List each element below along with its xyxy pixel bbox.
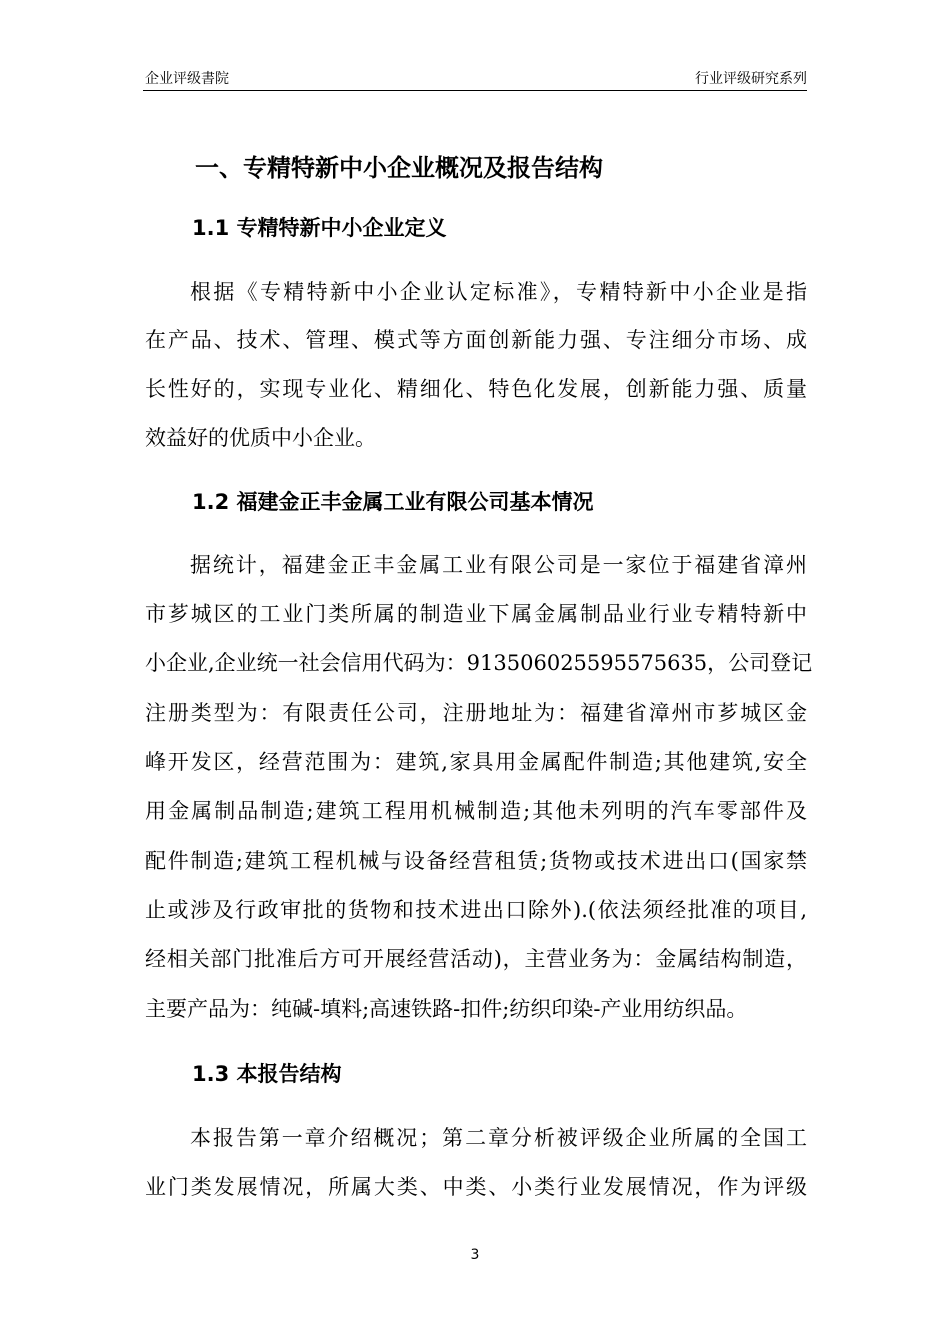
paragraph-line: 止或涉及行政审批的货物和技术进出口除外).(依法须经批准的项目,	[145, 898, 807, 922]
page-header-right: 行业评级研究系列	[695, 71, 807, 87]
header-divider	[143, 90, 807, 91]
paragraph-line: 峰开发区，经营范围为：建筑,家具用金属配件制造;其他建筑,安全	[145, 750, 807, 774]
page-header-left: 企业评级書院	[145, 71, 229, 87]
section-heading-1-1: 1.1 专精特新中小企业定义	[192, 216, 447, 240]
paragraph-line: 小企业,企业统一社会信用代码为：913506025595575635，公司登记	[145, 651, 813, 675]
paragraph-line: 用金属制品制造;建筑工程用机械制造;其他未列明的汽车零部件及	[145, 799, 807, 823]
paragraph-line: 主要产品为：纯碱-填料;高速铁路-扣件;纺织印染-产业用纺织品。	[145, 997, 748, 1021]
paragraph-line: 业门类发展情况，所属大类、中类、小类行业发展情况，作为评级	[145, 1175, 807, 1199]
paragraph-line: 根据《专精特新中小企业认定标准》，专精特新中小企业是指	[190, 280, 807, 304]
paragraph-line: 据统计，福建金正丰金属工业有限公司是一家位于福建省漳州	[190, 553, 807, 577]
chapter-title: 一、专精特新中小企业概况及报告结构	[195, 154, 603, 182]
paragraph-line: 市芗城区的工业门类所属的制造业下属金属制品业行业专精特新中	[145, 602, 807, 626]
paragraph-line: 本报告第一章介绍概况；第二章分析被评级企业所属的全国工	[190, 1126, 807, 1150]
paragraph-line: 注册类型为：有限责任公司，注册地址为：福建省漳州市芗城区金	[145, 701, 807, 725]
paragraph-line: 经相关部门批准后方可开展经营活动)，主营业务为：金属结构制造，	[145, 947, 807, 971]
paragraph-line: 在产品、技术、管理、模式等方面创新能力强、专注细分市场、成	[145, 328, 807, 352]
paragraph-line: 配件制造;建筑工程机械与设备经营租赁;货物或技术进出口(国家禁	[145, 849, 807, 873]
paragraph-line: 效益好的优质中小企业。	[145, 426, 376, 450]
section-heading-1-3: 1.3 本报告结构	[192, 1062, 342, 1086]
paragraph-line: 长性好的，实现专业化、精细化、特色化发展，创新能力强、质量	[145, 377, 807, 401]
page-number: 3	[470, 1247, 480, 1263]
section-heading-1-2: 1.2 福建金正丰金属工业有限公司基本情况	[192, 490, 594, 514]
